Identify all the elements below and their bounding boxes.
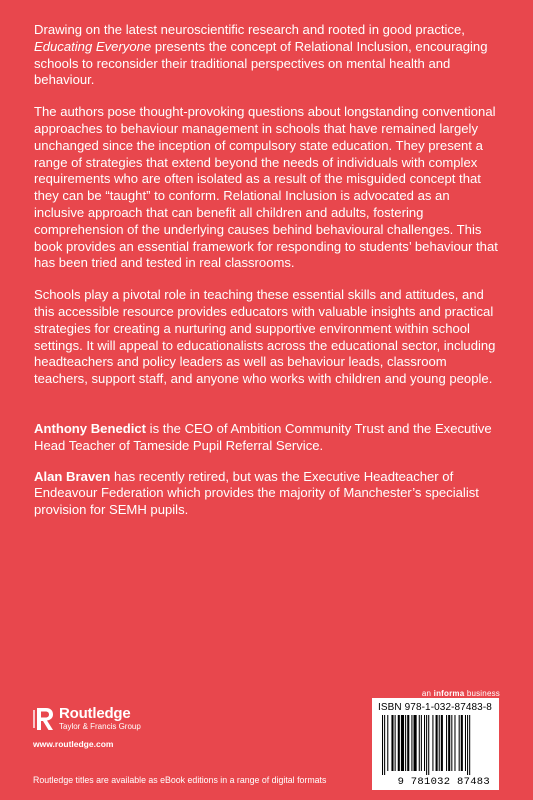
barcode-bar (448, 715, 450, 771)
barcode-bar (424, 715, 425, 771)
barcode-bar (451, 715, 452, 771)
author-bio-1 (34, 421, 502, 455)
author-bio-2 (34, 469, 502, 519)
barcode-bar (407, 715, 409, 771)
barcode-bar (382, 715, 383, 775)
barcode-bar (465, 715, 466, 771)
author-bio-text: is the CEO of Ambition Community Trust and the Executive Head Teacher of Tameside Pupil Referral Service. (34, 420, 492, 453)
publisher-website: www.routledge.com (33, 739, 114, 749)
barcode-bar (395, 715, 396, 771)
barcode-bar (441, 715, 443, 771)
book-title: Educating Everyone (34, 38, 152, 54)
barcode-bar (387, 715, 388, 771)
informa-business-tag: an informa business (421, 689, 500, 698)
barcode-bar (421, 715, 422, 771)
barcode-bar (428, 715, 429, 775)
ebook-note: Routledge titles are available as eBook editions in a range of digital formats (33, 775, 327, 785)
barcode-bar (398, 715, 400, 771)
blurb-p1-before: Drawing on the latest neuroscientific research and rooted in good practice, (34, 22, 465, 37)
barcode-icon (378, 715, 492, 775)
barcode-bar (436, 715, 438, 771)
author-bio-text: has recently retired, but was the Executive Headteacher of Endeavour Federation which provides the majority of Manchester’s specialist provision for SEMH pupils. (34, 468, 479, 518)
isbn-label: ISBN 978-1-032-87483-8 (378, 702, 492, 713)
barcode-bar (461, 715, 463, 771)
blurb-p1-after: presents the concept of Relational Inclusion, encouraging schools to reconsider their traditional perspectives on mental health and behaviour. (34, 38, 488, 88)
blurb-paragraph-2: The authors pose thought-provoking questions about longstanding conventional approaches to behaviour management in schools that have remained largely unchanged since the inception of compulsory state education. They present a range of strategies that extend beyond the needs of individuals with complex requirements who are often isolated as a result of the misguided concept that they can be “taught” to conform. Relational Inclusion is advocated as an inclusive approach that can benefit all children and adults, fostering comprehension of the underlying causes behind behavioural challenges. This book provides an essential framework for responding to students’ behaviour that has been tried and tested in real classrooms. (34, 104, 498, 271)
barcode-bar (432, 715, 433, 771)
isbn-barcode-box (372, 698, 499, 790)
barcode-digits: 9 781032 87483 (397, 776, 490, 788)
publisher-name: Routledge (59, 705, 131, 722)
blurb-paragraph-3: Schools play a pivotal role in teaching these essential skills and attitudes, and this accessible resource provides educators with valuable insights and practical strategies for creating a nurturing and supportive environment within school settings. It will appeal to educationalists across the educational sector, including headteachers and policy leaders as well as behaviour leads, classroom teachers, support staff, and anyone who works with children and young people. (34, 287, 496, 387)
barcode-bar (391, 715, 393, 771)
barcode-bar (439, 715, 440, 771)
informa-brand: informa (433, 689, 465, 698)
barcode-bar (426, 715, 427, 775)
barcode-bar (384, 715, 385, 775)
routledge-r-icon (33, 706, 55, 732)
barcode-bar (414, 715, 417, 771)
barcode-bar (419, 715, 420, 771)
publisher-subtitle: Taylor & Francis Group (59, 722, 141, 731)
barcode-bar (446, 715, 447, 771)
blurb-paragraph-1 (34, 22, 502, 89)
publisher-logo (33, 706, 141, 732)
author-name: Anthony Benedict (34, 420, 147, 436)
barcode-bar (401, 715, 404, 771)
barcode-bar (411, 715, 412, 771)
barcode-bar (454, 715, 455, 771)
barcode-bar (469, 715, 470, 775)
barcode-bar (459, 715, 460, 771)
author-name: Alan Braven (34, 468, 111, 484)
back-cover-blurb (34, 22, 502, 533)
barcode-bar (405, 715, 406, 771)
barcode-bar (467, 715, 468, 775)
